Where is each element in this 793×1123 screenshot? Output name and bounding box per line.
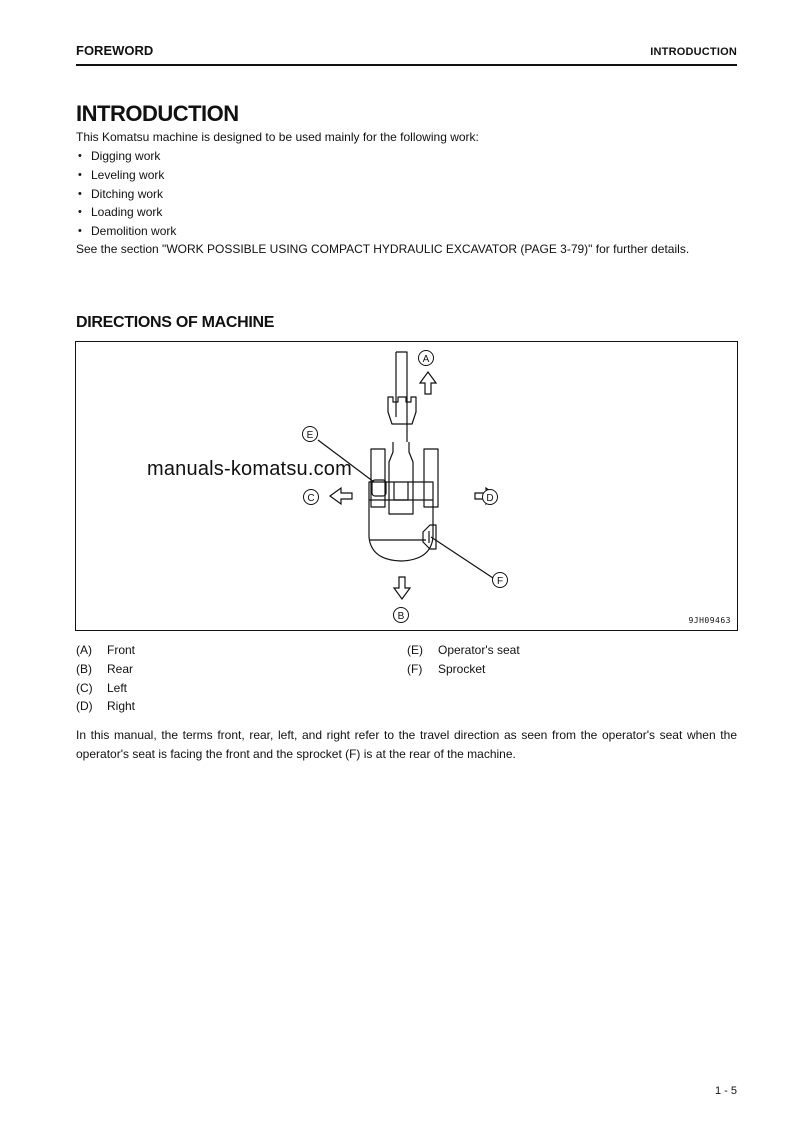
intro-paragraph: This Komatsu machine is designed to be used mainly for the following work:	[76, 130, 479, 144]
legend-label: Front	[107, 643, 136, 657]
boom-bracket	[389, 442, 413, 514]
legend-item-operators-seat	[407, 641, 520, 660]
callout-c: C	[307, 493, 315, 504]
page-number: 1 - 5	[714, 1085, 737, 1097]
leader-line-f	[431, 537, 493, 578]
legend-item-sprocket	[407, 660, 520, 679]
legend-key: (E)	[407, 643, 423, 657]
callout-e: E	[306, 430, 314, 441]
left-track	[371, 449, 385, 507]
list-item: • Demolition work	[78, 222, 176, 241]
list-item: • Loading work	[78, 203, 176, 222]
legend-label: Right	[107, 699, 136, 714]
header-section-title: FOREWORD	[76, 43, 154, 58]
right-track	[424, 449, 438, 507]
list-item: • Ditching work	[78, 185, 176, 204]
callout-f: F	[496, 576, 504, 587]
header-divider	[76, 64, 737, 66]
legend-item-rear	[76, 660, 135, 679]
legend-key: (A)	[76, 643, 92, 657]
legend-key: (C)	[76, 680, 93, 695]
legend-label: Left	[107, 680, 128, 695]
excavator-top-view-diagram	[76, 342, 737, 630]
directions-heading: DIRECTIONS OF MACHINE	[76, 314, 275, 331]
list-item: • Leveling work	[78, 166, 176, 185]
legend-item-front	[76, 641, 135, 660]
legend-right-column	[407, 641, 520, 679]
machine-directions-figure	[75, 341, 738, 631]
legend-item-left	[76, 679, 135, 698]
legend-label: Operator's seat	[438, 643, 520, 657]
legend-left-column	[76, 641, 135, 716]
front-arrow	[420, 372, 436, 394]
callout-d: D	[486, 493, 494, 504]
callout-b: B	[397, 611, 405, 622]
callout-a: A	[422, 354, 430, 365]
list-item: • Digging work	[78, 147, 176, 166]
directions-note-paragraph: In this manual, the terms front, rear, left, and right refer to the travel direction as seen from the operator's seat when the operator's seat is facing the front and the sprocket (F) is at the rear of the machine.	[76, 728, 737, 761]
left-arrow	[330, 488, 352, 504]
watermark-text: manuals-komatsu.com	[147, 458, 352, 480]
page-title: INTRODUCTION	[76, 101, 239, 126]
legend-key: (B)	[76, 661, 92, 676]
legend-key: (F)	[407, 661, 423, 676]
figure-code: 9JH09463	[688, 616, 731, 625]
legend-label: Sprocket	[438, 661, 486, 676]
work-list	[78, 147, 176, 241]
bucket	[388, 397, 416, 424]
legend-item-right	[76, 697, 135, 716]
header-chapter-title: INTRODUCTION	[650, 46, 737, 58]
legend-label: Rear	[107, 661, 134, 676]
see-section-paragraph: See the section "WORK POSSIBLE USING COMPACT HYDRAULIC EXCAVATOR (PAGE 3-79)" for further details.	[76, 242, 690, 256]
legend-key: (D)	[76, 699, 93, 714]
rear-arrow	[394, 577, 410, 599]
